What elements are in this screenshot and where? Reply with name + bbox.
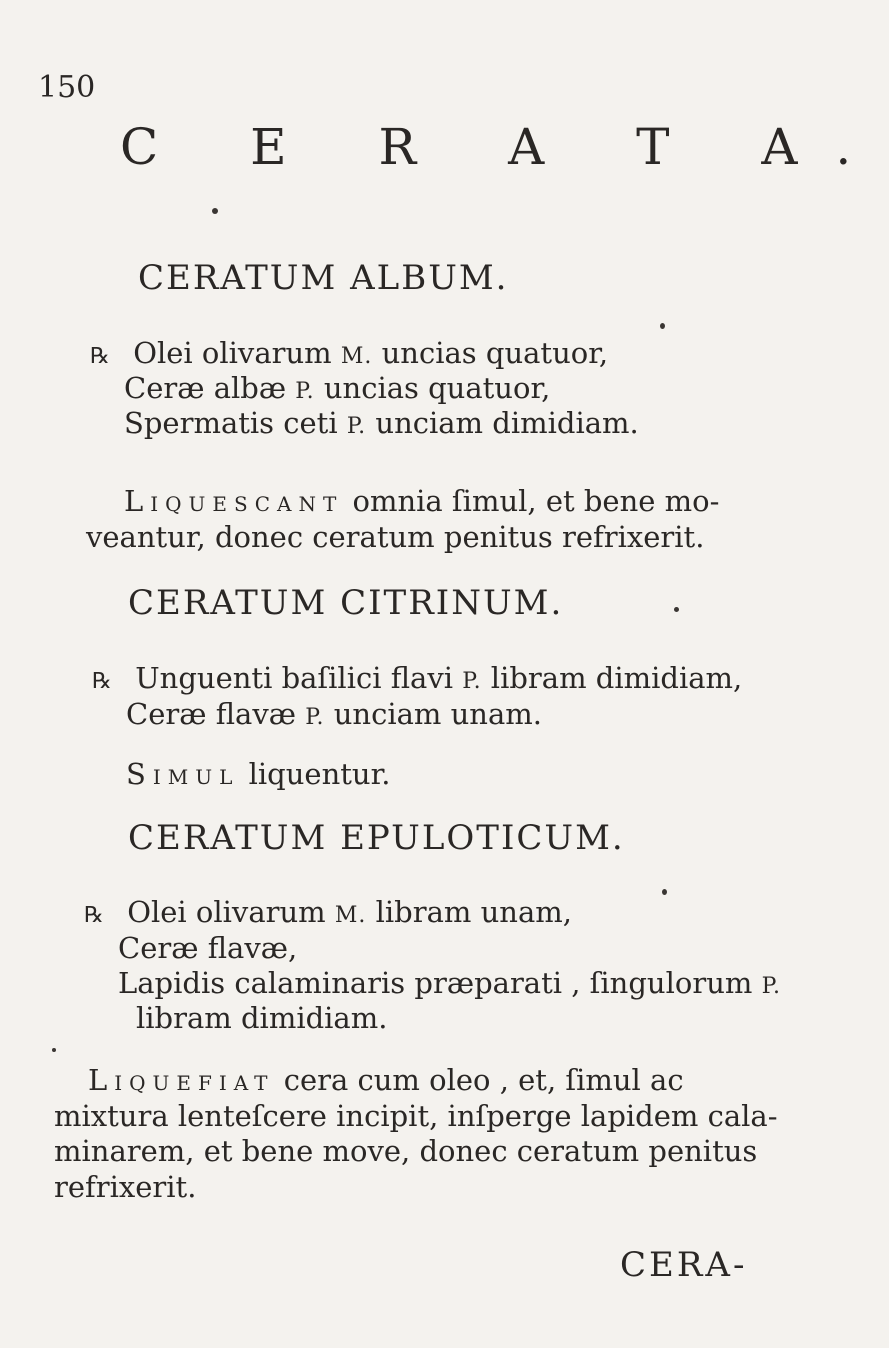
section-title-citrinum: CERATUM CITRINUM. [128, 583, 564, 623]
recipe-symbol: ℞ [90, 344, 110, 369]
section-title-epuloticum: CERATUM EPULOTICUM. [128, 818, 625, 858]
recipe-line: Ceræ flavæ P. unciam unam. [126, 697, 542, 731]
recipe-line: libram dimidiam. [136, 1001, 388, 1035]
recipe-line: Lapidis calaminaris præparati , ſingulorum P. [118, 966, 781, 1000]
instruction-line: Liquefiat cera cum oleo , et, ſimul ac [88, 1063, 684, 1097]
ink-speck [674, 607, 679, 612]
ink-speck [662, 889, 667, 895]
recipe-line: Ceræ albæ P. uncias quatuor, [124, 371, 551, 405]
instruction-line: mixtura lenteſcere incipit, inſperge lapidem cala- [54, 1099, 778, 1133]
recipe-line: ℞ Olei olivarum M. uncias quatuor, [90, 336, 609, 370]
section-title-album: CERATUM ALBUM. [138, 258, 509, 298]
ink-speck [212, 208, 218, 214]
instruction-line: refrixerit. [54, 1170, 197, 1204]
recipe-line: ℞ Olei olivarum M. libram unam, [84, 895, 572, 929]
instruction-line: minarem, et bene move, donec ceratum penitus [54, 1134, 758, 1168]
ink-speck [660, 323, 665, 329]
recipe-line: Spermatis ceti P. unciam dimidiam. [124, 406, 639, 440]
ink-speck [52, 1048, 56, 1052]
instruction-line: Simul liquentur. [126, 757, 391, 791]
page-number: 150 [38, 70, 96, 105]
instruction-line: veantur, donec ceratum penitus refrixerit. [86, 520, 705, 554]
recipe-line: ℞ Unguenti baſilici flavi P. libram dimidiam, [92, 661, 743, 695]
instruction-line: Liquescant omnia ſimul, et bene mo- [124, 484, 720, 518]
recipe-line: Ceræ flavæ, [118, 931, 298, 965]
recipe-symbol: ℞ [84, 903, 104, 928]
catchword: CERA- [620, 1245, 748, 1285]
main-title: C E R A T A. [120, 118, 889, 176]
recipe-symbol: ℞ [92, 669, 112, 694]
